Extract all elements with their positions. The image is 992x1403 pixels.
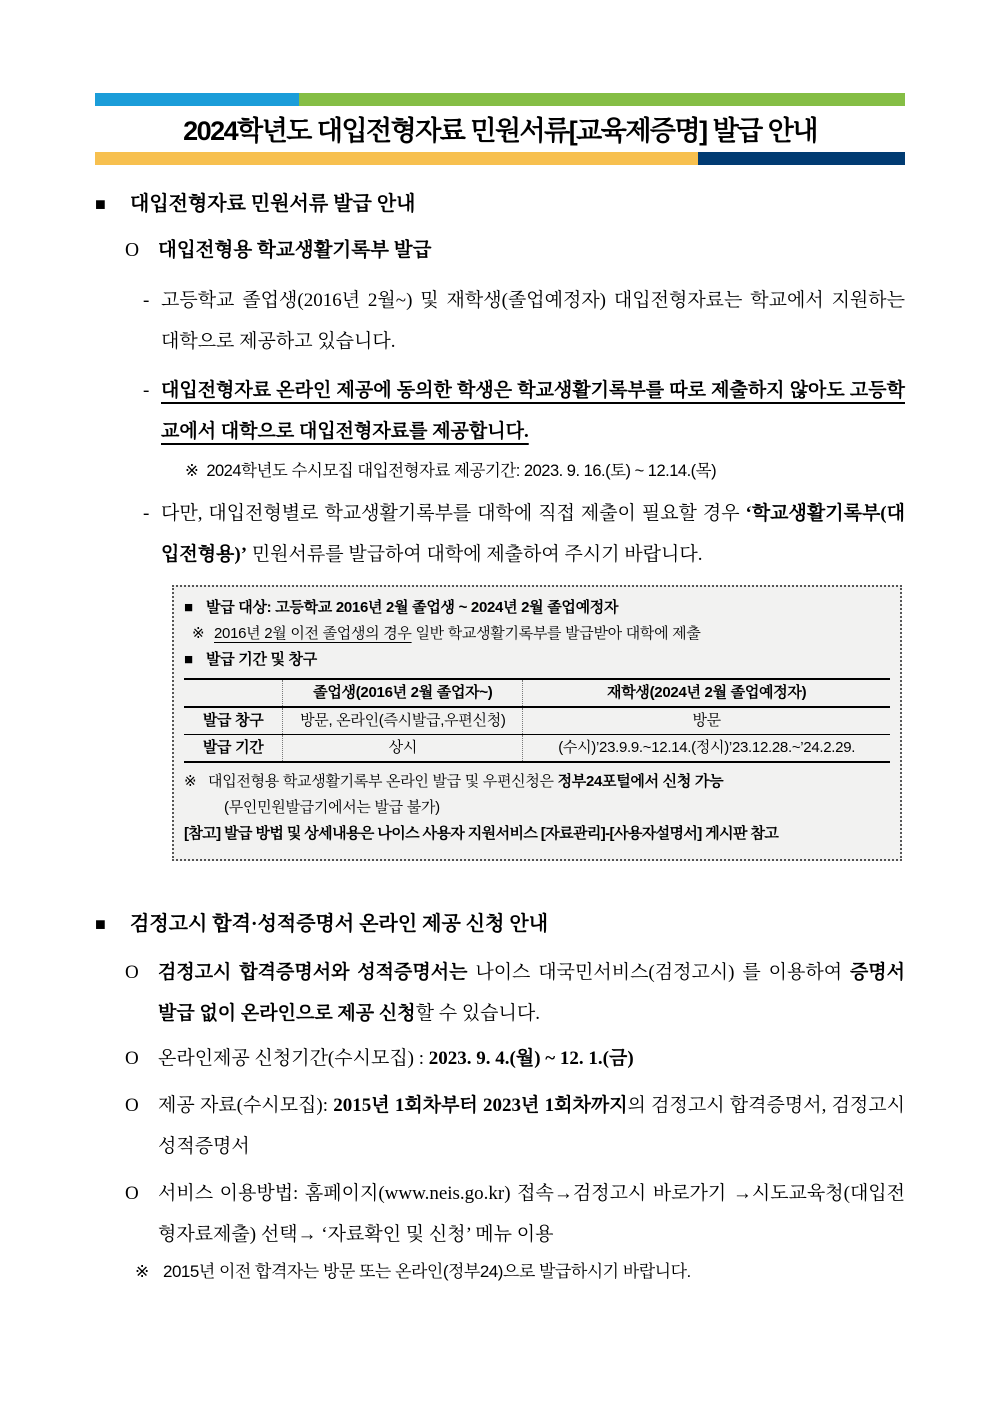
square-bullet-icon: ■ [95, 194, 106, 214]
section2-item2 [125, 1038, 905, 1079]
square-bullet-icon: ■ [184, 651, 193, 668]
header-bar-bottom-navy [698, 152, 905, 165]
box-target-note-rest: 일반 학교생활기록부를 발급받아 대학에 제출 [411, 625, 701, 642]
table-row-window [184, 707, 890, 735]
row-window-graduates: 방문, 온라인(즉시발급,우편신청) [283, 707, 523, 735]
dash-bullet-icon: - [143, 290, 150, 311]
section1-subheading-label: 대입전형용 학교생활기록부 발급 [158, 240, 432, 261]
section2-heading [95, 911, 905, 938]
issuance-table [184, 678, 890, 763]
section1-item2 [143, 370, 905, 452]
table-header-empty [184, 679, 283, 707]
section2-item2-seg2: 2023. 9. 4.(월) ~ 12. 1.(금) [428, 1048, 634, 1069]
reference-mark-icon: ※ [185, 462, 199, 480]
section1-item2-text: 대입전형자료 온라인 제공에 동의한 학생은 학교생활기록부를 따로 제출하지 않아도 고등학교에서 대학으로 대입전형자료를 제공합니다. [161, 380, 905, 442]
section2-item3-seg1: 제공 자료(수시모집): [158, 1095, 334, 1116]
reference-mark-icon: ※ [184, 773, 197, 790]
row-label-period: 발급 기간 [202, 739, 264, 756]
section2-item2-text [158, 1038, 905, 1079]
section1-note-text: 2024학년도 수시모집 대입전형자료 제공기간: 2023. 9. 16.(토) ~ 12.14.(목) [206, 462, 717, 480]
page-title: 2024학년도 대입전형자료 민원서류[교육제증명] 발급 안내 [183, 116, 817, 146]
section2-item1-text [158, 952, 905, 1034]
dash-bullet-icon: - [143, 503, 150, 524]
section1-heading [95, 191, 905, 218]
row-label-window: 발급 창구 [184, 707, 283, 735]
circle-bullet-icon: O [125, 1095, 139, 1116]
section1-item1-text: 고등학교 졸업생(2016년 2월~) 및 재학생(졸업예정자) 대입전형자료는 학교에서 지원하는 대학으로 제공하고 있습니다. [161, 290, 905, 352]
section2-item3-text [158, 1085, 905, 1167]
row-window-enrolled: 방문 [523, 707, 890, 735]
section1-item3-seg3: 민원서류를 발급하여 대학에 제출하여 주시기 바랍니다. [247, 544, 703, 565]
section2-item3-seg2: 2015년 1회차부터 2023년 1회차까지 [333, 1095, 628, 1116]
box-period-line [184, 647, 890, 673]
section1-item1 [143, 280, 905, 362]
square-bullet-icon: ■ [95, 914, 106, 934]
section2-item1-seg3: 증명서 발급 없이 온라인으로 제공 신청 [158, 962, 905, 1024]
row-period-enrolled: (수시)’23.9.9.~12.14.(정시)’23.12.28.~’24.2.29. [523, 735, 890, 763]
section2-item1 [125, 952, 905, 1034]
section2-item1-seg1: 검정고시 합격증명서와 성적증명서는 [158, 962, 468, 983]
box-note2: (무인민원발급기에서는 발급 불가) [224, 799, 440, 816]
box-note1 [184, 769, 890, 795]
section2-item1-seg4: 할 수 있습니다. [415, 1003, 540, 1024]
header-bar-top-green [299, 93, 905, 106]
section2-note-text: 2015년 이전 합격자는 방문 또는 온라인(정부24)으로 발급하시기 바랍니다. [163, 1262, 691, 1281]
header-bar-bottom-orange [95, 152, 698, 165]
section2-note [135, 1257, 905, 1287]
square-bullet-icon: ■ [184, 599, 193, 616]
section2-item4 [125, 1173, 905, 1255]
box-target-line [184, 595, 890, 621]
section2-item3 [125, 1085, 905, 1167]
section1-note [185, 458, 905, 485]
header-bar-top [95, 93, 905, 106]
box-target-note-underlined: 2016년 2월 이전 졸업생의 경우 [214, 625, 412, 642]
box-target-note [184, 621, 890, 647]
issuance-table-header-row [184, 679, 890, 707]
section1-item3-text [161, 493, 905, 575]
section1-item3-seg1: 다만, 대입전형별로 학교생활기록부를 대학에 직접 제출이 필요할 경우 [161, 503, 746, 524]
section2-item1-seg2: 나이스 대국민서비스(검정고시) 를 이용하여 [467, 962, 850, 983]
document-header [95, 93, 905, 165]
section2-item3-seg3: 의 검정고시 합격증명서, 검정고시 성적증명서 [158, 1095, 905, 1157]
table-header-enrolled: 재학생(2024년 2월 졸업예정자) [523, 679, 890, 707]
circle-bullet-icon: O [125, 1183, 139, 1204]
circle-bullet-icon: O [125, 962, 139, 983]
box-note1-seg2: 정부24포털에서 신청 가능 [557, 773, 724, 790]
section1-heading-label: 대입전형자료 민원서류 발급 안내 [130, 193, 416, 215]
row-period-graduates: 상시 [283, 735, 523, 763]
section2-item2-seg1: 온라인제공 신청기간(수시모집) : [158, 1048, 429, 1069]
section1-item3 [143, 493, 905, 575]
box-note1-text [208, 769, 723, 795]
section2-heading-label: 검정고시 합격·성적증명서 온라인 제공 신청 안내 [130, 913, 549, 935]
header-bar-bottom [95, 152, 905, 165]
table-row-period [184, 735, 890, 763]
issuance-info-box [172, 585, 902, 861]
reference-mark-icon: ※ [135, 1262, 149, 1281]
box-target-note-text [214, 621, 701, 647]
circle-bullet-icon: O [125, 240, 140, 261]
box-target-text: 발급 대상: 고등학교 2016년 2월 졸업생 ~ 2024년 2월 졸업예정자 [206, 599, 619, 616]
reference-mark-icon: ※ [192, 625, 205, 642]
table-header-graduates: 졸업생(2016년 2월 졸업자~) [283, 679, 523, 707]
box-period-text: 발급 기간 및 창구 [206, 651, 317, 668]
box-note1-seg1: 대입전형용 학교생활기록부 온라인 발급 및 우편신청은 [208, 773, 558, 790]
section2-item4-text: 서비스 이용방법: 홈페이지(www.neis.go.kr) 접속→검정고시 바로가기 →시도교육청(대입전형자료제출) 선택→ ‘자료확인 및 신청’ 메뉴 이용 [158, 1183, 905, 1245]
box-reference-line: [참고] 발급 방법 및 상세내용은 나이스 사용자 지원서비스 [자료관리]-[사용자설명서] 게시판 참고 [184, 825, 779, 842]
circle-bullet-icon: O [125, 1048, 139, 1069]
header-bar-top-blue [95, 93, 299, 106]
section1-subheading [125, 237, 905, 264]
dash-bullet-icon: - [143, 380, 150, 401]
section1-item3-seg2: ‘학교생활기록부(대입전형용)’ [161, 503, 905, 565]
